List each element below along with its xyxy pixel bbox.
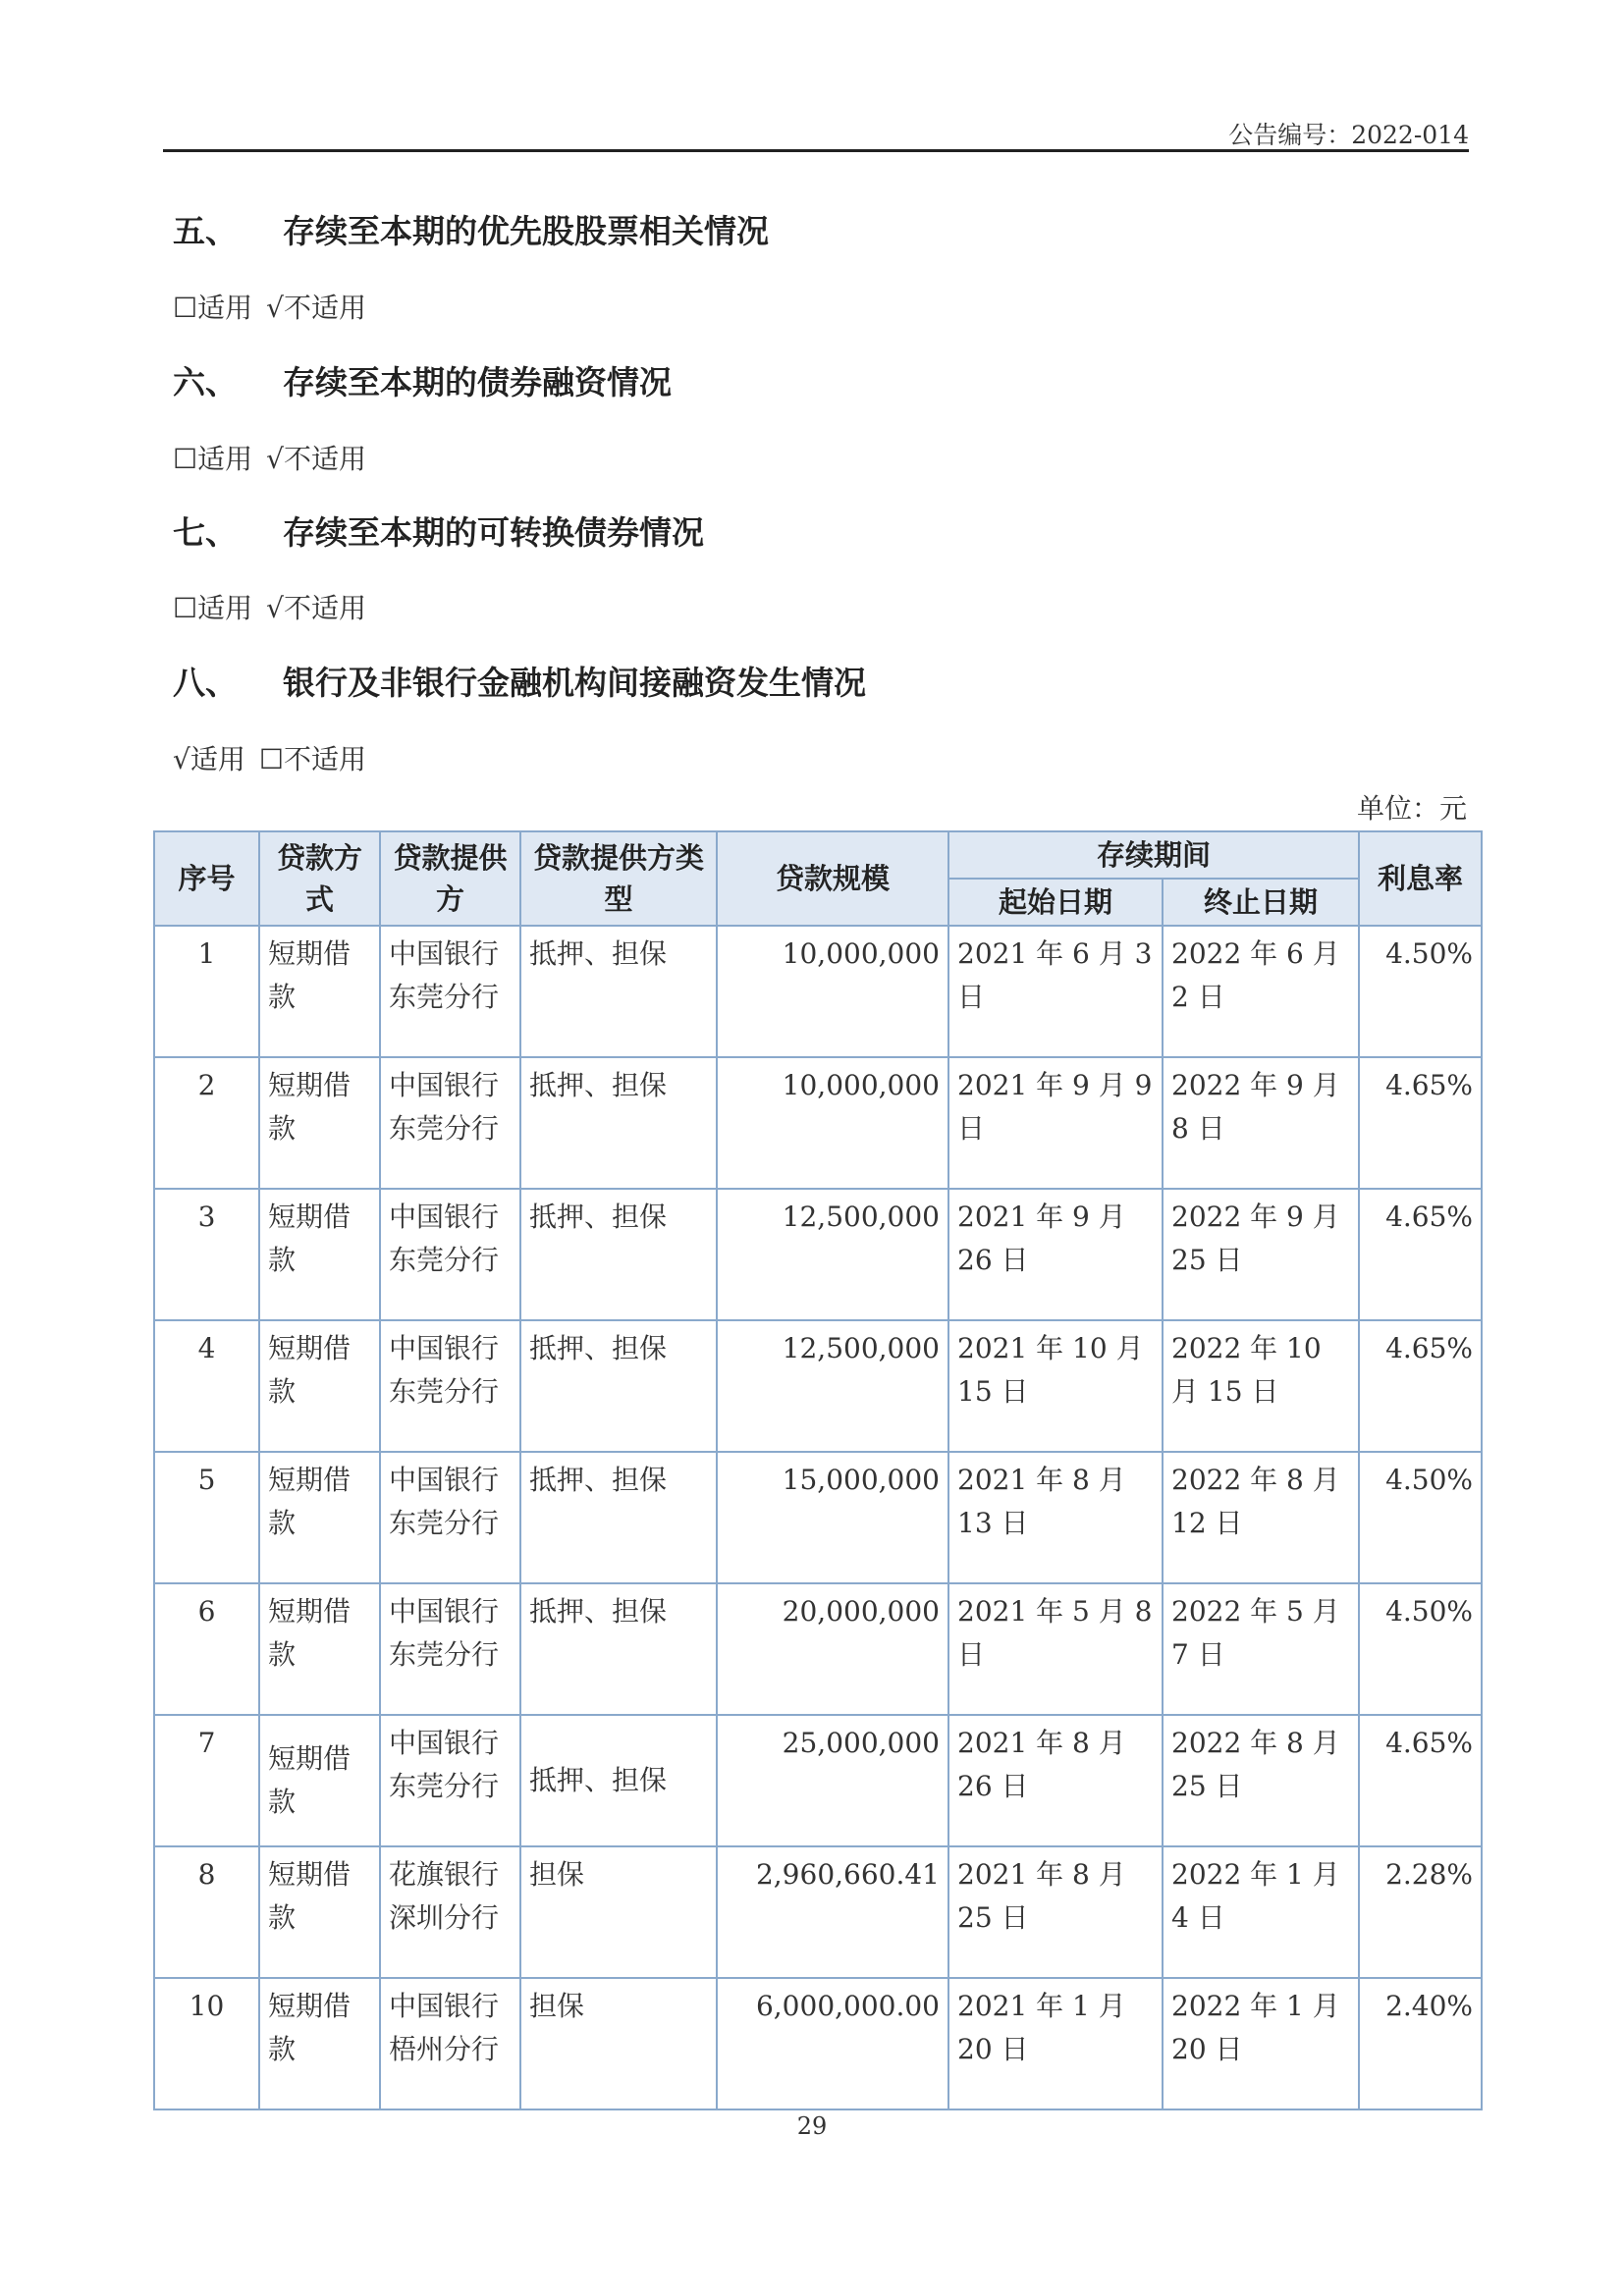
cell-provider-type: 抵押、担保 (520, 1583, 717, 1715)
table-row (154, 1189, 1482, 1320)
header-method: 贷款方式 (259, 831, 380, 926)
cell-seq: 8 (154, 1846, 259, 1978)
cell-start-date: 2021 年 1 月 20 日 (948, 1978, 1163, 2109)
header-divider (163, 149, 1469, 152)
cell-provider: 中国银行梧州分行 (380, 1978, 520, 2109)
table-row (154, 1452, 1482, 1583)
cell-provider: 花旗银行深圳分行 (380, 1846, 520, 1978)
cell-seq: 2 (154, 1057, 259, 1189)
applicability-8 (173, 738, 380, 777)
cell-seq: 3 (154, 1189, 259, 1320)
section-heading: 银行及非银行金融机构间接融资发生情况 (283, 664, 866, 702)
cell-end-date: 2022 年 10 月 15 日 (1163, 1320, 1359, 1452)
cell-start-date: 2021 年 9 月 9 日 (948, 1057, 1163, 1189)
header-amount: 贷款规模 (717, 831, 948, 926)
cell-method: 短期借款 (259, 1452, 380, 1583)
cell-provider: 中国银行东莞分行 (380, 1583, 520, 1715)
cell-start-date: 2021 年 8 月 13 日 (948, 1452, 1163, 1583)
cell-end-date: 2022 年 6 月 2 日 (1163, 926, 1359, 1057)
cell-start-date: 2021 年 9 月 26 日 (948, 1189, 1163, 1320)
section-heading: 存续至本期的优先股股票相关情况 (283, 212, 769, 250)
page-number: 29 (796, 2112, 828, 2140)
cell-method: 短期借款 (259, 1715, 380, 1846)
cell-provider-type: 担保 (520, 1846, 717, 1978)
cell-provider-type: 抵押、担保 (520, 1057, 717, 1189)
cell-start-date: 2021 年 8 月 26 日 (948, 1715, 1163, 1846)
cell-provider-type: 抵押、担保 (520, 1715, 717, 1846)
table-row (154, 1057, 1482, 1189)
cell-amount: 12,500,000 (717, 1320, 948, 1452)
header-provider-type: 贷款提供方类型 (520, 831, 717, 926)
section-heading: 存续至本期的债券融资情况 (283, 363, 672, 401)
header-rate: 利息率 (1359, 831, 1482, 926)
cell-amount: 25,000,000 (717, 1715, 948, 1846)
section-number: 五、 (173, 212, 238, 250)
cell-provider-type: 担保 (520, 1978, 717, 2109)
cell-method: 短期借款 (259, 1978, 380, 2109)
option-not-applicable: ☐不适用 (258, 743, 366, 775)
cell-end-date: 2022 年 8 月 12 日 (1163, 1452, 1359, 1583)
option-applicable: ☐适用 (173, 592, 253, 624)
section-title-5 (173, 206, 769, 252)
header-seq: 序号 (154, 831, 259, 926)
applicability-7 (173, 587, 380, 626)
header-end-date: 终止日期 (1163, 879, 1359, 926)
cell-end-date: 2022 年 5 月 7 日 (1163, 1583, 1359, 1715)
section-title-8 (173, 658, 866, 704)
header-start-date: 起始日期 (948, 879, 1163, 926)
cell-provider: 中国银行东莞分行 (380, 1189, 520, 1320)
cell-seq: 10 (154, 1978, 259, 2109)
cell-method: 短期借款 (259, 1583, 380, 1715)
announcement-number: 公告编号：2022-014 (1228, 121, 1469, 149)
cell-amount: 20,000,000 (717, 1583, 948, 1715)
cell-rate: 4.50% (1359, 1452, 1482, 1583)
cell-start-date: 2021 年 5 月 8 日 (948, 1583, 1163, 1715)
section-number: 八、 (173, 664, 238, 702)
cell-provider: 中国银行东莞分行 (380, 1057, 520, 1189)
cell-end-date: 2022 年 9 月 8 日 (1163, 1057, 1359, 1189)
table-row (154, 926, 1482, 1057)
cell-rate: 4.65% (1359, 1320, 1482, 1452)
option-not-applicable: √不适用 (266, 292, 366, 324)
cell-seq: 7 (154, 1715, 259, 1846)
cell-method: 短期借款 (259, 1846, 380, 1978)
cell-start-date: 2021 年 10 月 15 日 (948, 1320, 1163, 1452)
cell-end-date: 2022 年 8 月 25 日 (1163, 1715, 1359, 1846)
table-row (154, 1978, 1482, 2109)
cell-end-date: 2022 年 9 月 25 日 (1163, 1189, 1359, 1320)
cell-amount: 6,000,000.00 (717, 1978, 948, 2109)
applicability-5 (173, 287, 380, 326)
cell-method: 短期借款 (259, 1189, 380, 1320)
table-row (154, 1846, 1482, 1978)
option-applicable: √适用 (173, 743, 245, 775)
cell-rate: 4.65% (1359, 1057, 1482, 1189)
cell-seq: 1 (154, 926, 259, 1057)
cell-provider-type: 抵押、担保 (520, 926, 717, 1057)
section-number: 六、 (173, 363, 238, 401)
cell-provider: 中国银行东莞分行 (380, 926, 520, 1057)
cell-amount: 12,500,000 (717, 1189, 948, 1320)
option-not-applicable: √不适用 (266, 592, 366, 624)
cell-start-date: 2021 年 8 月 25 日 (948, 1846, 1163, 1978)
applicability-6 (173, 438, 380, 477)
cell-provider-type: 抵押、担保 (520, 1189, 717, 1320)
cell-provider-type: 抵押、担保 (520, 1320, 717, 1452)
section-heading: 存续至本期的可转换债券情况 (283, 513, 704, 552)
cell-rate: 4.65% (1359, 1715, 1482, 1846)
cell-amount: 10,000,000 (717, 926, 948, 1057)
cell-start-date: 2021 年 6 月 3 日 (948, 926, 1163, 1057)
cell-seq: 5 (154, 1452, 259, 1583)
cell-amount: 2,960,660.41 (717, 1846, 948, 1978)
cell-rate: 4.50% (1359, 1583, 1482, 1715)
unit-label: 单位：元 (1356, 792, 1467, 825)
loan-table (153, 830, 1483, 2110)
section-number: 七、 (173, 513, 238, 552)
section-title-6 (173, 357, 672, 403)
section-title-7 (173, 507, 704, 554)
cell-method: 短期借款 (259, 1057, 380, 1189)
header-period: 存续期间 (948, 831, 1359, 879)
cell-seq: 4 (154, 1320, 259, 1452)
cell-end-date: 2022 年 1 月 4 日 (1163, 1846, 1359, 1978)
header-provider: 贷款提供方 (380, 831, 520, 926)
table-row (154, 1320, 1482, 1452)
cell-amount: 10,000,000 (717, 1057, 948, 1189)
option-applicable: ☐适用 (173, 443, 253, 475)
table-row (154, 1583, 1482, 1715)
option-not-applicable: √不适用 (266, 443, 366, 475)
cell-provider: 中国银行东莞分行 (380, 1452, 520, 1583)
cell-provider: 中国银行东莞分行 (380, 1715, 520, 1846)
cell-method: 短期借款 (259, 1320, 380, 1452)
cell-end-date: 2022 年 1 月 20 日 (1163, 1978, 1359, 2109)
cell-method: 短期借款 (259, 926, 380, 1057)
cell-provider-type: 抵押、担保 (520, 1452, 717, 1583)
cell-rate: 4.65% (1359, 1189, 1482, 1320)
option-applicable: ☐适用 (173, 292, 253, 324)
cell-rate: 2.40% (1359, 1978, 1482, 2109)
cell-rate: 2.28% (1359, 1846, 1482, 1978)
cell-amount: 15,000,000 (717, 1452, 948, 1583)
cell-provider: 中国银行东莞分行 (380, 1320, 520, 1452)
table-row (154, 1715, 1482, 1846)
cell-rate: 4.50% (1359, 926, 1482, 1057)
cell-seq: 6 (154, 1583, 259, 1715)
